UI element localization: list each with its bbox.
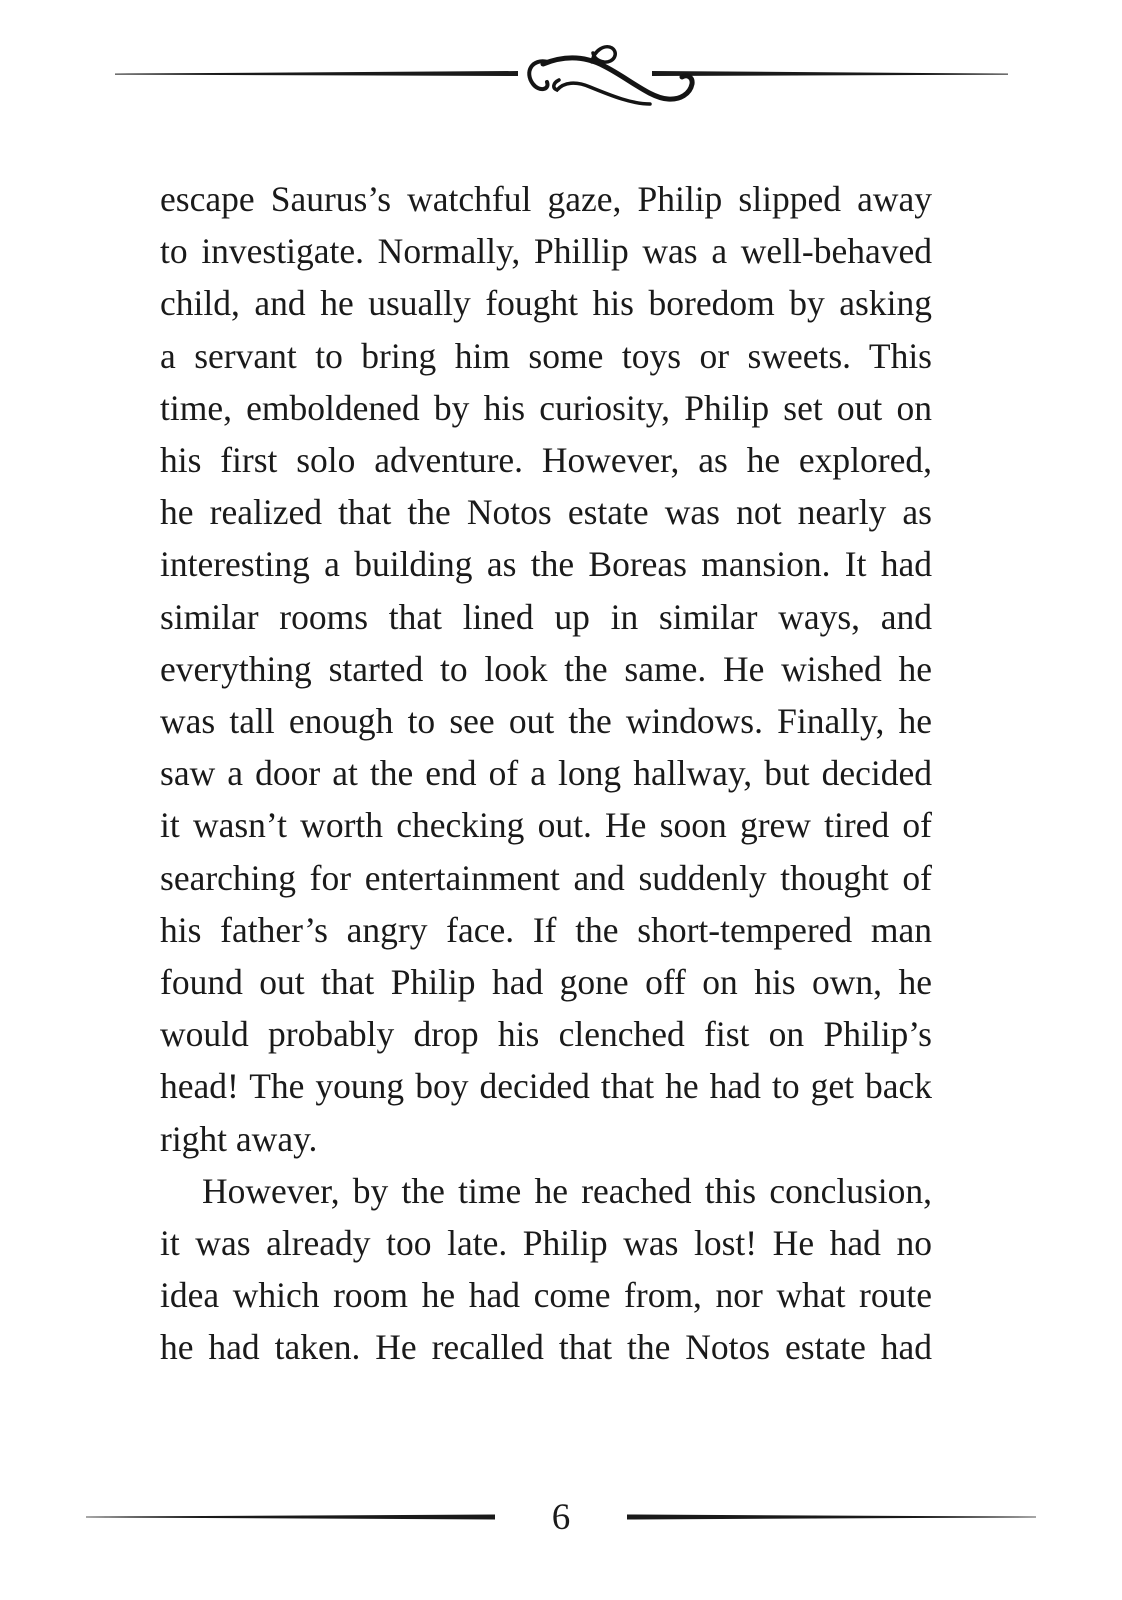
text-line: right away. [160, 1118, 318, 1159]
text-line: was tall enough to see out the windows. Finally, he [160, 701, 932, 742]
text-line: escape Saurus’s watchful gaze, Philip slipped away [160, 179, 932, 219]
header-rule-left [115, 71, 518, 76]
text-line: a servant to bring him some toys or sweets. This [160, 335, 932, 376]
footer-rule-right [627, 1514, 1036, 1520]
text-line: similar rooms that lined up in similar ways, and [160, 596, 932, 637]
text-line: head! The young boy decided that he had to get back [160, 1066, 932, 1107]
flourish-divider-icon [100, 40, 1022, 110]
header-rule-right [652, 71, 1008, 76]
text-line: interesting a building as the Boreas mansion. It had [160, 544, 932, 585]
text-line: everything started to look the same. He wished he [160, 648, 932, 689]
footer-rule-left [86, 1514, 495, 1520]
text-line: he had taken. He recalled that the Notos estate had [160, 1327, 932, 1368]
text-line: searching for entertainment and suddenly thought of [160, 857, 932, 898]
page-footer [86, 1496, 1036, 1538]
text-line: time, emboldened by his curiosity, Philip set out on [160, 387, 932, 428]
text-line: he realized that the Notos estate was not nearly as [160, 492, 932, 533]
text-line: it was already too late. Philip was lost! He had no [160, 1223, 932, 1264]
text-line: would probably drop his clenched fist on Philip’s [160, 1014, 932, 1055]
page-number: 6 [551, 1496, 571, 1538]
body-text [160, 173, 932, 1374]
text-line: it wasn’t worth checking out. He soon grew tired of [160, 805, 932, 846]
text-line: his father’s angry face. If the short-tempered man [160, 909, 932, 950]
paragraph [160, 1165, 932, 1374]
text-line: child, and he usually fought his boredom by asking [160, 283, 932, 324]
text-line: found out that Philip had gone off on his own, he [160, 962, 932, 1003]
paragraph [160, 173, 932, 1165]
text-line: However, by the time he reached this conclusion, [202, 1170, 932, 1211]
text-line: saw a door at the end of a long hallway, but decided [160, 753, 932, 794]
text-line: to investigate. Normally, Phillip was a well-behaved [160, 231, 932, 272]
text-line: his first solo adventure. However, as he explored, [160, 440, 932, 481]
text-line: idea which room he had come from, nor what route [160, 1275, 932, 1316]
